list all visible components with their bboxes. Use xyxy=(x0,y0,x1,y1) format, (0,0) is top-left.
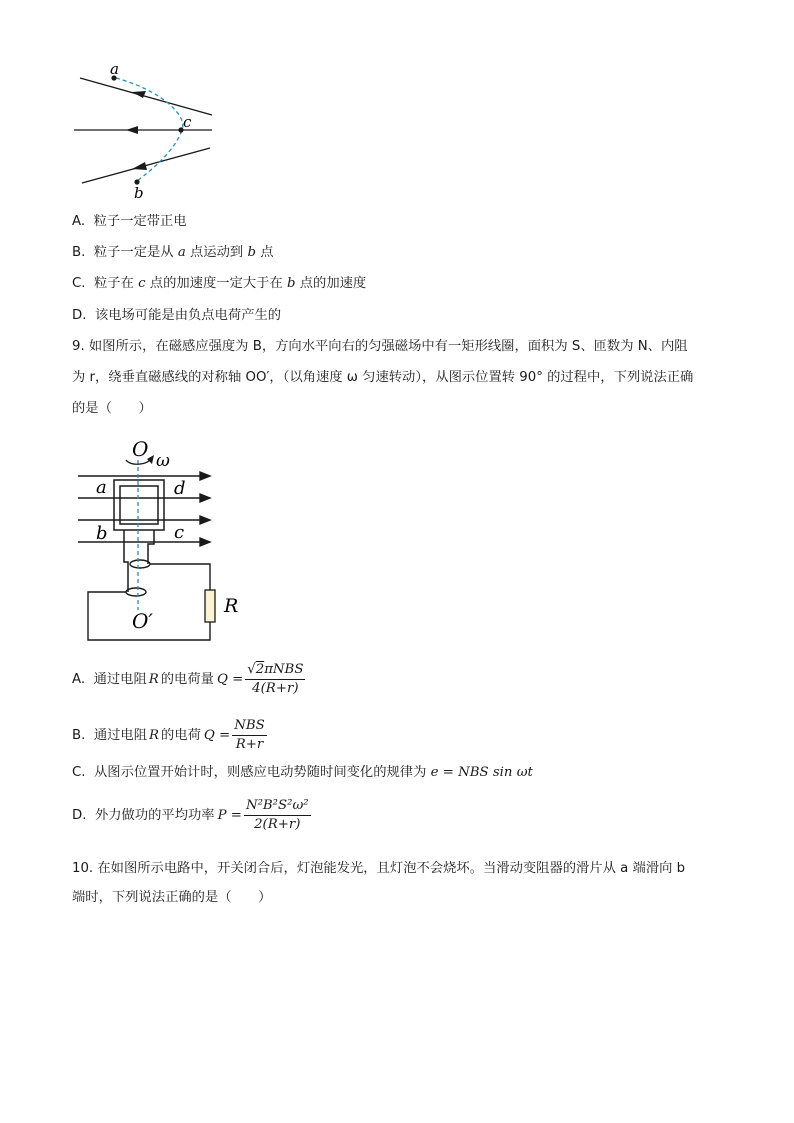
slip-ring-upper xyxy=(130,560,150,568)
q8-field-line-figure xyxy=(70,60,220,200)
coil-label-a: a xyxy=(96,477,107,498)
field-line-bottom xyxy=(82,148,210,183)
q8-option-b: B. 粒子一定是从 a 点运动到 b 点 xyxy=(72,245,274,260)
field-arrow-top-head xyxy=(132,91,146,98)
q10-stem-line2: 端时，下列说法正确的是（ ） xyxy=(72,890,272,905)
coil-lead-right xyxy=(148,530,154,564)
axis-label-O-prime: O′ xyxy=(132,609,153,633)
point-c-label: c xyxy=(183,113,192,131)
coil-label-b: b xyxy=(96,523,108,544)
q10-stem-line1: 10. 在如图所示电路中，开关闭合后，灯泡能发光，且灯泡不会烧坏。当滑动变阻器的滑片从 a 端滑向 b xyxy=(72,861,686,876)
point-a-label: a xyxy=(110,60,119,78)
q9-option-d: D. 外力做功的平均功率 P = $\frac{\text{N²B²S²ω²}}{2(R+r)}$ xyxy=(72,798,309,832)
coil-label-c: c xyxy=(174,522,185,543)
q9-a-fraction: $\frac{\text{√2πNBS}}{4(R+r)}$ xyxy=(247,662,304,696)
q9-stem-line2: 为 r，绕垂直磁感线的对称轴 OO′，（以角速度 ω 匀速转动），从图示位置转 90° 的过程中，下列说法正确 xyxy=(72,370,694,385)
field-line-top xyxy=(80,78,212,115)
q9-option-b: B. 通过电阻 R 的电荷 Q = $\frac{\text{NBS}}{R+r}$ xyxy=(72,718,265,752)
point-b-label: b xyxy=(134,184,144,200)
q9-coil-figure xyxy=(72,436,252,646)
coil-lead-left xyxy=(124,530,128,592)
q8-option-d: D. 该电场可能是由负点电荷产生的 xyxy=(72,308,282,323)
coil-inner xyxy=(120,486,158,524)
q9-option-c: C. 从图示位置开始计时，则感应电动势随时间变化的规律为 e = NBS sin ωt xyxy=(72,765,533,780)
field-arrow-bottom-head xyxy=(132,162,147,170)
omega-label: ω xyxy=(156,451,170,471)
coil-label-d: d xyxy=(174,478,186,499)
slip-ring-lower xyxy=(126,588,146,596)
q8-option-a: A. 粒子一定带正电 xyxy=(72,214,187,229)
resistor-label-R: R xyxy=(224,595,239,617)
q9-option-a: A. 通过电阻 R 的电荷量 Q = $\frac{\text{√2πNBS}}{4(R+r)}$ xyxy=(72,662,304,696)
q9-stem-line3: 的是（ ） xyxy=(72,401,152,416)
q8-option-c: C. 粒子在 c 点的加速度一定大于在 b 点的加速度 xyxy=(72,276,367,291)
field-arrow-middle-head xyxy=(126,126,138,134)
q9-d-fraction: $\frac{\text{N²B²S²ω²}}{2(R+r)}$ xyxy=(245,798,309,832)
axis-label-O: O xyxy=(132,437,149,461)
resistor-R xyxy=(205,590,215,622)
coil-outer xyxy=(114,480,164,530)
circuit-wire-top xyxy=(150,564,210,592)
q9-b-fraction: $\frac{\text{NBS}}{R+r}$ xyxy=(234,718,265,752)
q9-stem-line1: 9. 如图所示，在磁感应强度为 B，方向水平向右的匀强磁场中有一矩形线圈，面积为 S、匝数为 N、内阻 xyxy=(72,339,688,354)
